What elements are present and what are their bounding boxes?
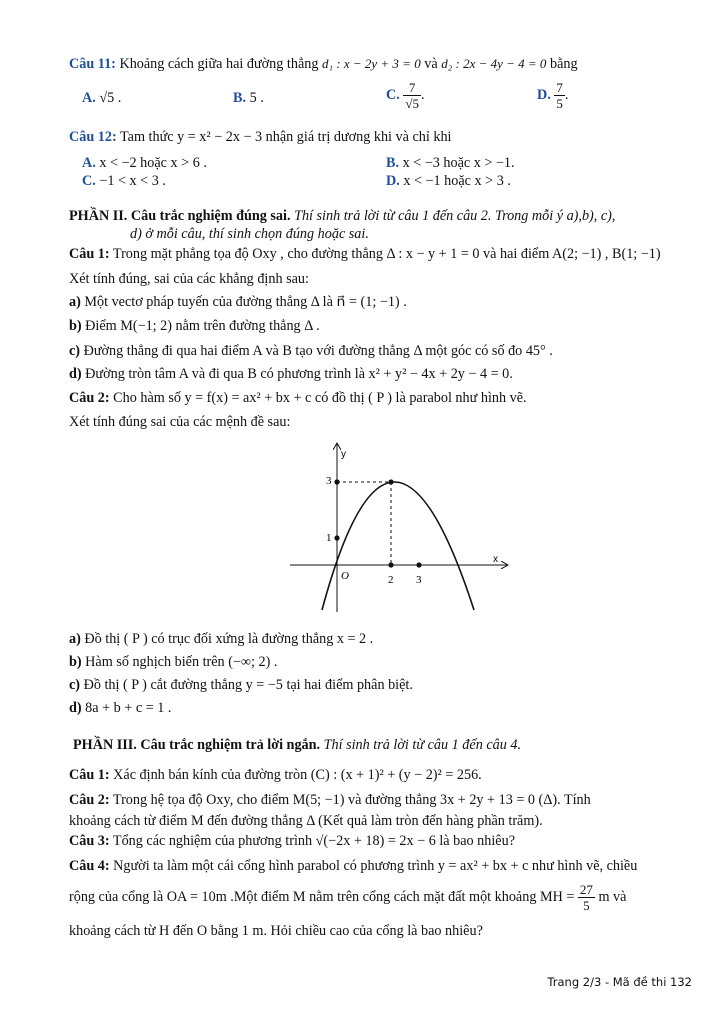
- parabola-curve: [322, 482, 474, 610]
- part2-title: PHẦN II. Câu trắc nghiệm đúng sai.: [69, 208, 291, 224]
- q11-label: Câu 11:: [69, 56, 116, 72]
- parabola-graph: [285, 440, 515, 615]
- part2-instructions-cont: d) ở mỗi câu, thí sinh chọn đúng hoặc sai.: [130, 226, 369, 242]
- q11-and: và: [424, 56, 438, 72]
- point-x2: [388, 562, 393, 567]
- point-y3: [334, 479, 339, 484]
- fraction: $\frac{7}{√5}$: [405, 80, 419, 111]
- p2-c2-stem: Câu 2: Cho hàm số y = f(x) = ax² + bx + c có đồ thị ( P ) là parabol như hình vẽ.: [69, 390, 527, 406]
- p2-c1-c: c) Đường thẳng đi qua hai điểm A và B tạo với đường thẳng Δ một góc có số đo 45° .: [69, 343, 553, 359]
- p3-c4-cont2: khoảng cách từ H đến O bằng 1 m. Hỏi chiều cao của cổng là bao nhiêu?: [69, 923, 483, 939]
- p2-c1-stem: Câu 1: Trong mặt phẳng tọa độ Oxy , cho đường thẳng Δ : x − y + 1 = 0 và hai điểm A(2; −1) , B(1; −1): [69, 246, 661, 262]
- q12-option-d[interactable]: D. x < −1 hoặc x > 3 .: [386, 173, 511, 189]
- p3-c4: Câu 4: Người ta làm một cái cổng hình parabol có phương trình y = ax² + bx + c như hình vẽ, chiều: [69, 858, 638, 874]
- part2-heading: [69, 207, 615, 225]
- q12-option-c[interactable]: C. −1 < x < 3 .: [82, 173, 166, 189]
- q12-option-b[interactable]: B. x < −3 hoặc x > −1.: [386, 155, 515, 171]
- q11-option-a[interactable]: A. √5 .: [82, 90, 122, 106]
- p3-c4-cont: rộng của cổng là OA = 10m .Một điểm M nằm trên cổng cách mặt đất một khoảng MH = $\frac{27}{5}$ m và: [69, 882, 627, 913]
- point-vertex: [388, 479, 393, 484]
- q11-end: bằng: [549, 56, 578, 72]
- q11-text: Khoảng cách giữa hai đường thẳng: [119, 56, 319, 72]
- q11-stem: [69, 55, 578, 73]
- point-y1: [334, 535, 339, 540]
- p3-c2: Câu 2: Trong hệ tọa độ Oxy, cho điểm M(5; −1) và đường thẳng 3x + 2y + 13 = 0 (Δ). Tính: [69, 792, 591, 808]
- point-x3: [416, 562, 421, 567]
- p2-c1-d: d) Đường tròn tâm A và đi qua B có phương trình là x² + y² − 4x + 2y − 4 = 0.: [69, 366, 513, 382]
- q11-option-b[interactable]: B. 5 .: [233, 90, 264, 106]
- x-axis-label: x: [493, 554, 498, 565]
- q12-text: Tam thức y = x² − 2x − 3 nhận giá trị dương khi và chỉ khi: [120, 129, 452, 145]
- p2-c2-d: d) 8a + b + c = 1 .: [69, 700, 172, 716]
- q12-stem: [69, 128, 451, 146]
- p3-c1: Câu 1: Xác định bán kính của đường tròn (C) : (x + 1)² + (y − 2)² = 256.: [69, 767, 482, 783]
- part2-instructions: Thí sinh trả lời từ câu 1 đến câu 2. Trong mỗi ý a),b), c),: [294, 208, 616, 224]
- tick-y3: 3: [326, 475, 332, 487]
- y-axis-label: y: [341, 449, 346, 460]
- p3-c2-cont: khoảng cách từ điểm M đến đường thẳng Δ (Kết quả làm tròn đến hàng phần trăm).: [69, 813, 543, 829]
- p2-c1-b: b) Điểm M(−1; 2) nằm trên đường thẳng Δ .: [69, 318, 320, 334]
- tick-x3: 3: [416, 574, 422, 586]
- q12-option-a[interactable]: A. x < −2 hoặc x > 6 .: [82, 155, 207, 171]
- origin-label: O: [341, 570, 349, 582]
- p2-c2-a: a) Đồ thị ( P ) có trục đối xứng là đường thẳng x = 2 .: [69, 631, 374, 647]
- q11-d1: d₁ : x − 2y + 3 = 0: [322, 56, 421, 71]
- page-footer: Trang 2/3 - Mã đề thi 132: [547, 975, 692, 989]
- tick-y1: 1: [326, 532, 332, 544]
- part3-heading: [73, 736, 521, 754]
- fraction: $\frac{7}{5}$: [556, 80, 563, 111]
- tick-x2: 2: [388, 574, 394, 586]
- p3-c3: Câu 3: Tổng các nghiệm của phương trình √(−2x + 18) = 2x − 6 là bao nhiêu?: [69, 833, 515, 849]
- part3-title: PHẦN III. Câu trắc nghiệm trả lời ngắn.: [73, 737, 321, 753]
- q12-label: Câu 12:: [69, 129, 117, 145]
- q11-d2: d₂ : 2x − 4y − 4 = 0: [441, 56, 547, 71]
- p2-c1-a: a) Một vectơ pháp tuyến của đường thẳng Δ là n⃗ = (1; −1) .: [69, 294, 407, 310]
- p2-c2-b: b) Hàm số nghịch biến trên (−∞; 2) .: [69, 654, 278, 670]
- p2-c2-sub: Xét tính đúng sai của các mệnh đề sau:: [69, 414, 291, 430]
- p2-c1-sub: Xét tính đúng, sai của các khẳng định sau:: [69, 271, 309, 287]
- q11-option-c[interactable]: C. $\frac{7}{√5}$ .: [386, 80, 425, 111]
- p2-c2-c: c) Đồ thị ( P ) cắt đường thẳng y = −5 tại hai điểm phân biệt.: [69, 677, 413, 693]
- q11-option-d[interactable]: D. $\frac{7}{5}$ .: [537, 80, 569, 111]
- part3-instructions: Thí sinh trả lời từ câu 1 đến câu 4.: [323, 737, 522, 753]
- fraction: $\frac{27}{5}$: [579, 882, 593, 913]
